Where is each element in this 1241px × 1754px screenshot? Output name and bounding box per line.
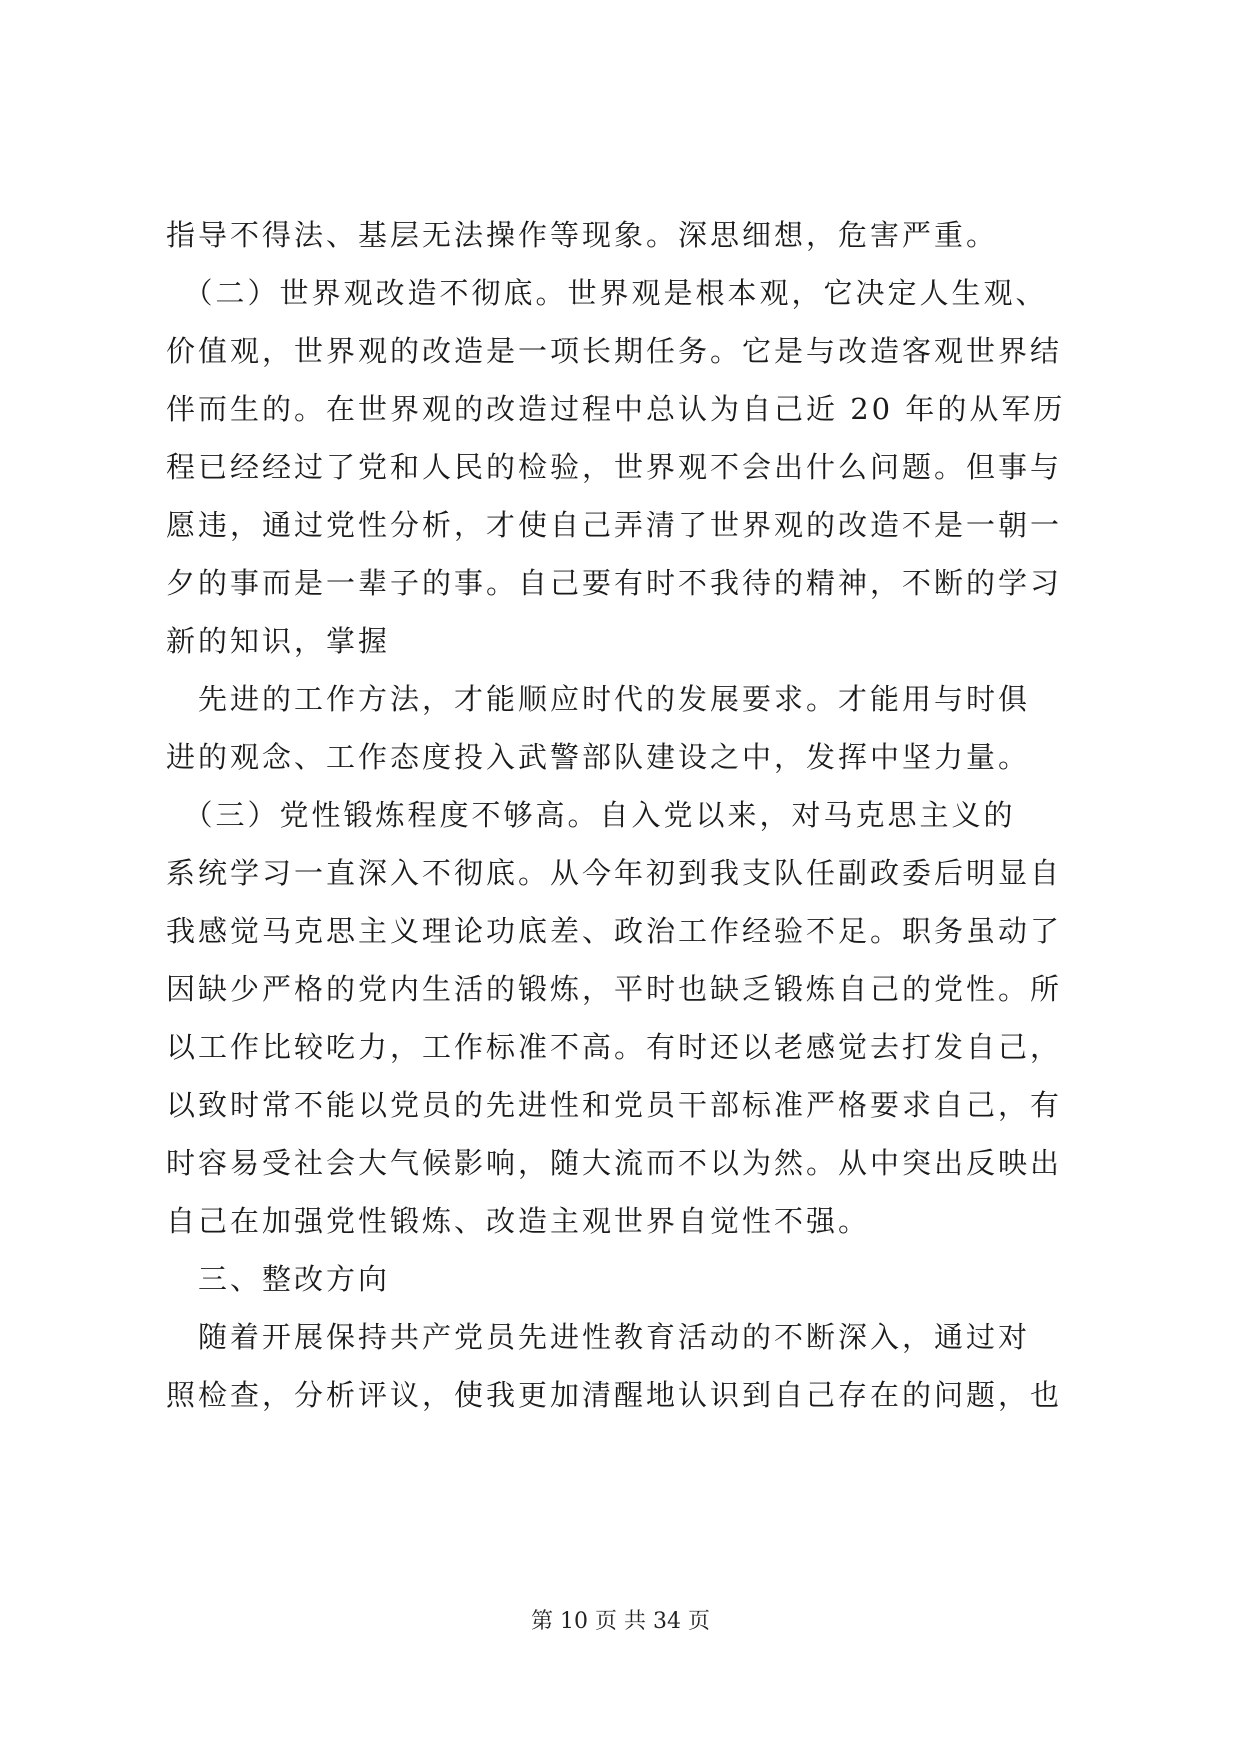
- text-line: 因缺少严格的党内生活的锻炼，平时也缺乏锻炼自己的党性。所: [166, 972, 1063, 1006]
- text-line: 随着开展保持共产党员先进性教育活动的不断深入，通过对: [166, 1320, 1031, 1354]
- text-line: 夕的事而是一辈子的事。自己要有时不我待的精神，不断的学习: [166, 566, 1063, 600]
- text-line: 先进的工作方法，才能顺应时代的发展要求。才能用与时俱: [166, 682, 1031, 716]
- section-heading: 三、整改方向: [166, 1262, 391, 1296]
- text-line: 时容易受社会大气候影响，随大流而不以为然。从中突出反映出: [166, 1146, 1063, 1180]
- text-line: （三）党性锻炼程度不够高。自入党以来，对马克思主义的: [166, 798, 1016, 832]
- body-text: [166, 206, 1086, 1424]
- text-line: 系统学习一直深入不彻底。从今年初到我支队任副政委后明显自: [166, 856, 1063, 890]
- text-line: 程已经经过了党和人民的检验，世界观不会出什么问题。但事与: [166, 450, 1063, 484]
- text-line: 以工作比较吃力，工作标准不高。有时还以老感觉去打发自己，: [166, 1030, 1063, 1064]
- text-line: 进的观念、工作态度投入武警部队建设之中，发挥中坚力量。: [166, 740, 1031, 774]
- text-line: 指导不得法、基层无法操作等现象。深思细想，危害严重。: [166, 218, 999, 252]
- text-line: 价值观，世界观的改造是一项长期任务。它是与改造客观世界结: [166, 334, 1063, 368]
- text-line: 伴而生的。在世界观的改造过程中总认为自己近 20 年的从军历: [166, 392, 1066, 426]
- text-line: 愿违，通过党性分析，才使自己弄清了世界观的改造不是一朝一: [166, 508, 1063, 542]
- text-line: 新的知识，掌握: [166, 624, 391, 658]
- page-footer: 第 10 页 共 34 页: [531, 1609, 710, 1634]
- text-line: （二）世界观改造不彻底。世界观是根本观，它决定人生观、: [166, 276, 1048, 310]
- text-line: 我感觉马克思主义理论功底差、政治工作经验不足。职务虽动了: [166, 914, 1063, 948]
- text-line: 以致时常不能以党员的先进性和党员干部标准严格要求自己，有: [166, 1088, 1063, 1122]
- text-line: 自己在加强党性锻炼、改造主观世界自觉性不强。: [166, 1204, 871, 1238]
- text-line: 照检查，分析评议，使我更加清醒地认识到自己存在的问题，也: [166, 1378, 1063, 1412]
